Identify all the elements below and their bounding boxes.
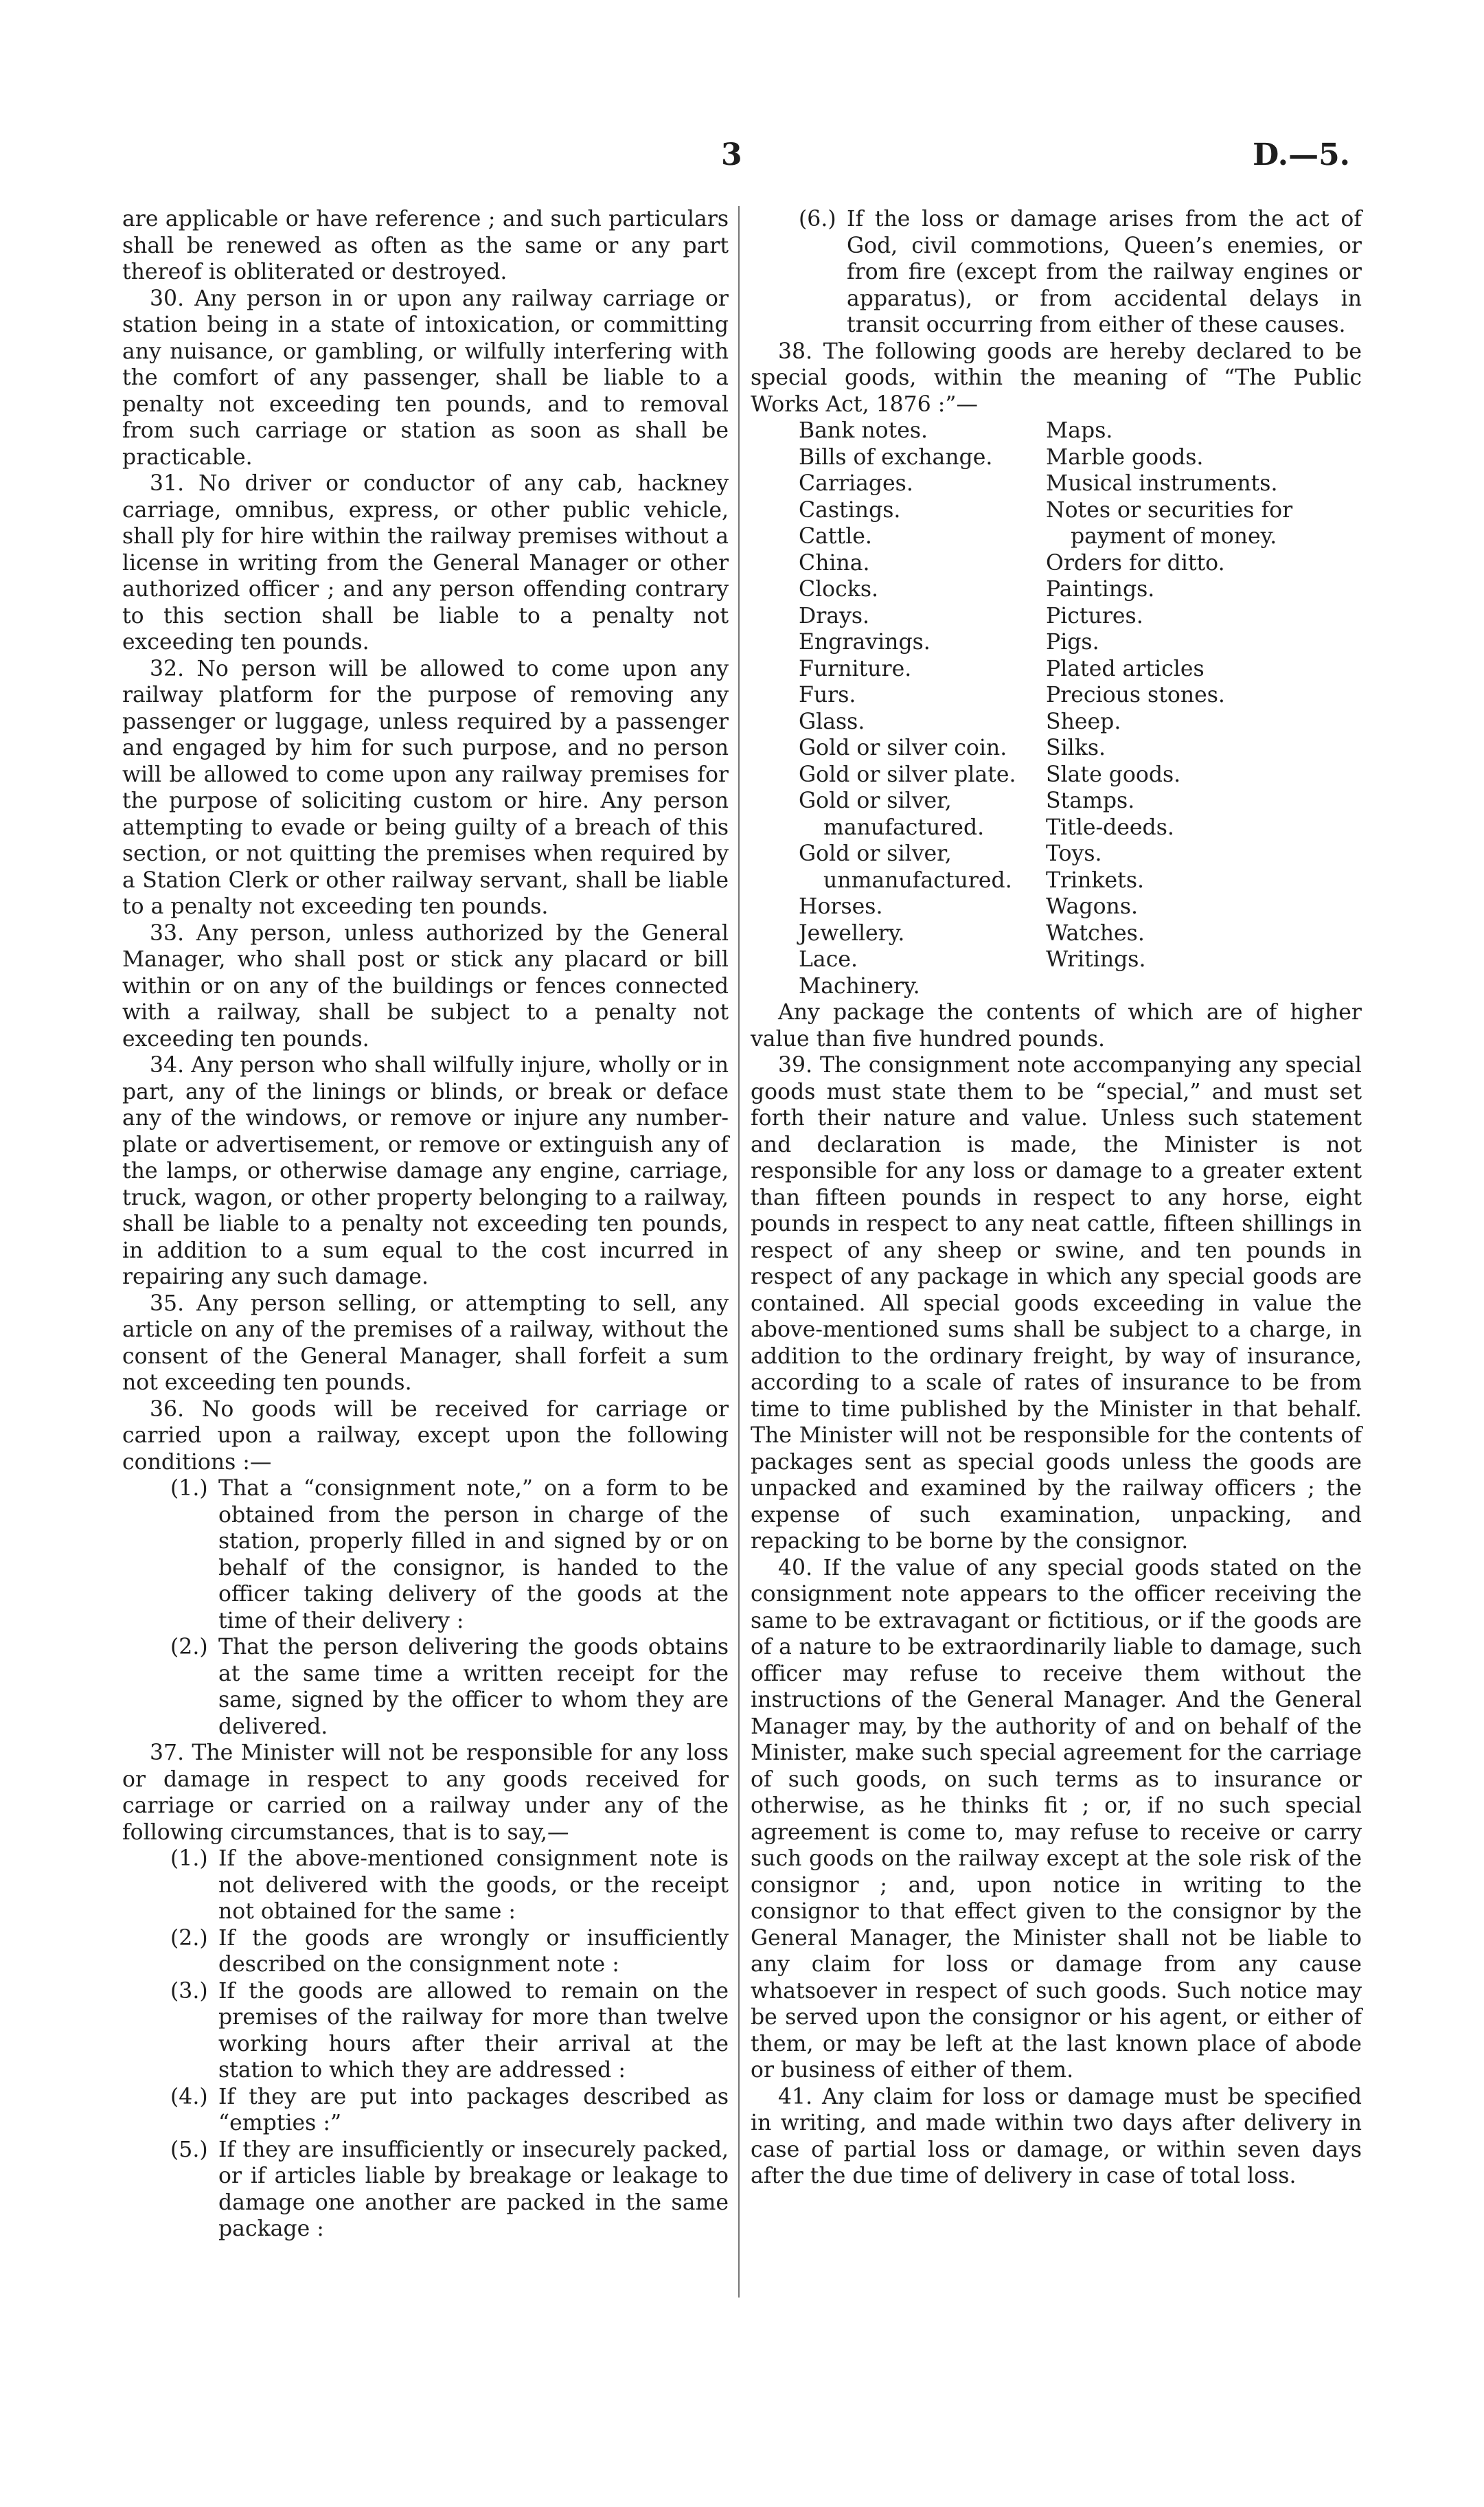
goods-entry: Gold or silver coin. <box>799 736 1007 760</box>
goods-entry: Gold or silver, manufactured. <box>799 789 985 840</box>
section-37-item <box>170 1846 729 1925</box>
item-text: If the loss or damage arises from the act of God, civil commotions, Queen’s enemies, or from fire (except from the railway engines or apparatus), or from accidental delays in transit occurring from either of these causes. <box>847 207 1362 337</box>
item-number: (2.) <box>170 1635 208 1659</box>
right-column <box>751 206 1362 2190</box>
section-36: 36. No goods will be received for carriage or carried upon a railway, except upon the following conditions :— <box>122 1396 729 1475</box>
goods-entry: Carriages. <box>799 471 913 496</box>
goods-entry: Pictures. <box>1046 603 1143 628</box>
item-text: That the person delivering the goods obtains at the same time a written receipt for the same, signed by the officer to whom they are delivered. <box>218 1635 729 1739</box>
goods-entry: Title-deeds. <box>1046 815 1174 840</box>
item-number: (3.) <box>170 1978 208 2004</box>
special-goods-left <box>799 418 1046 999</box>
goods-entry: Furniture. <box>799 656 912 681</box>
goods-entry: Horses. <box>799 894 883 919</box>
goods-entry: Sheep. <box>1046 709 1121 734</box>
goods-entry: Watches. <box>1046 920 1145 946</box>
special-goods-right <box>1046 418 1362 999</box>
goods-entry: Writings. <box>1046 947 1146 972</box>
section-37: 37. The Minister will not be responsible for any loss or damage in respect to any goods received for carriage or carried on a railway under any of the following circumstances, that is to say,— <box>122 1740 729 1845</box>
goods-entry: Toys. <box>1046 841 1102 866</box>
goods-entry: Silks. <box>1046 736 1106 760</box>
section-36-item <box>170 1634 729 1740</box>
section-37-item <box>170 2084 729 2137</box>
goods-entry: Slate goods. <box>1046 762 1181 787</box>
page-number: 3 <box>721 137 742 172</box>
section-37-item <box>170 2137 729 2243</box>
goods-entry: Pigs. <box>1046 630 1099 655</box>
goods-entry: Furs. <box>799 683 856 707</box>
section-36-item <box>170 1475 729 1634</box>
special-goods-list <box>799 418 1362 999</box>
section-30: 30. Any person in or upon any railway carriage or station being in a state of intoxication, or committing any nuisance, or gambling, or wilfully interfering with the comfort of any passenger, shall be liable to a penalty not exceeding ten pounds, and to removal from such carriage or station as soon as shall be practicable. <box>122 286 729 470</box>
section-41: 41. Any claim for loss or damage must be specified in writing, and made within two days after delivery in case of partial loss or damage, or within seven days after the due time of delivery in case of total loss. <box>751 2084 1362 2188</box>
section-37-item <box>170 1925 729 1978</box>
section-40: 40. If the value of any special goods stated on the consignment note appears to the officer receiving the same to be extravagant or fictitious, or if the goods are of a nature to be extraordinarily liable to damage, such officer may refuse to receive them without the instructions of the General Manager. And the General Manager may, by the authority of and on behalf of the Minister, make such special agreement for the carriage of such goods, on such terms as to insurance or otherwise, as he thinks fit ; or, if no such special agreement is come to, may refuse to receive or carry such goods on the railway except at the sole risk of the consignor ; and, upon notice in writing to the consignor to that effect given to the consignor by the General Manager, the Minister shall not be liable to any claim for loss or damage from any cause whatsoever in respect of such goods. Such notice may be served upon the consignor or his agent, or either of them, or may be left at the last known place of abode or business of either of them. <box>751 1555 1362 2083</box>
item-text: If the goods are allowed to remain on the premises of the railway for more than twelve working hours after their arrival at the station to which they are addressed : <box>218 1978 729 2083</box>
goods-entry: Lace. <box>799 947 858 972</box>
goods-entry: Bills of exchange. <box>799 444 993 470</box>
goods-entry: Stamps. <box>1046 789 1135 813</box>
continued-paragraph: are applicable or have reference ; and such particulars shall be renewed as often as the same or any part thereof is obliterated or destroyed. <box>122 207 729 284</box>
goods-entry: China. <box>799 550 870 576</box>
goods-entry: Clocks. <box>799 577 879 602</box>
goods-entry: Musical instruments. <box>1046 471 1278 496</box>
section-31: 31. No driver or conductor of any cab, hackney carriage, omnibus, express, or other public vehicle, shall ply for hire within the railway premises without a license in writing from the General Manager or other authorized officer ; and any person offending contrary to this section shall be liable to a penalty not exceeding ten pounds. <box>122 471 729 655</box>
section-32: 32. No person will be allowed to come upon any railway platform for the purpose of removing any passenger or luggage, unless required by a passenger and engaged by him for such purpose, and no person will be allowed to come upon any railway premises for the purpose of soliciting custom or hire. Any person attempting to evade or being guilty of a breach of this section, or not quitting the premises when required by a Station Clerk or other railway servant, shall be liable to a penalty not exceeding ten pounds. <box>122 656 729 919</box>
goods-entry: Trinkets. <box>1046 867 1144 893</box>
item-number: (5.) <box>170 2137 208 2162</box>
goods-entry: Drays. <box>799 603 870 628</box>
section-35: 35. Any person selling, or attempting to sell, any article on any of the premises of a railway, without the consent of the General Manager, shall forfeit a sum not exceeding ten pounds. <box>122 1291 729 1395</box>
document-reference: D.—5. <box>1253 137 1350 172</box>
left-column <box>122 206 729 2243</box>
page-header <box>0 137 1484 179</box>
goods-entry: Wagons. <box>1046 894 1139 919</box>
section-37-item <box>170 1978 729 2084</box>
goods-entry: Cattle. <box>799 524 872 549</box>
section-38: 38. The following goods are hereby declared to be special goods, within the meaning of “The Public Works Act, 1876 :”— <box>751 339 1362 417</box>
goods-entry: Orders for ditto. <box>1046 550 1225 576</box>
goods-entry: Gold or silver plate. <box>799 762 1016 787</box>
goods-entry: Notes or securities for payment of money. <box>1046 497 1293 549</box>
goods-entry: Marble goods. <box>1046 444 1204 470</box>
goods-entry: Paintings. <box>1046 577 1155 602</box>
item-number: (2.) <box>170 1925 208 1951</box>
column-divider <box>738 206 740 2298</box>
section-37-item <box>799 206 1362 339</box>
item-text: If they are put into packages described as “empties :” <box>218 2084 729 2135</box>
section-39: 39. The consignment note accompanying any special goods must state them to be “special,” and must set forth their nature and value. Unless such statement and declaration is made, the Minister is not responsible for any loss or damage to a greater extent than fifteen pounds in respect to any horse, eight pounds in respect to any neat cattle, fifteen shillings in respect of any sheep or swine, and ten pounds in respect of any package in which any special goods are contained. All special goods exceeding in value the above-mentioned sums shall be subject to a charge, in addition to the ordinary freight, by way of insurance, according to a scale of rates of insurance to be from time to time published by the Minister in that behalf. The Minister will not be responsible for the contents of packages sent as special goods unless the goods are unpacked and examined by the railway officers ; the expense of such examination, unpacking, and repacking to be borne by the consignor. <box>751 1053 1362 1554</box>
goods-entry: Machinery. <box>799 973 920 999</box>
item-text: If the above-mentioned consignment note is not delivered with the goods, or the receipt not obtained for the same : <box>218 1846 729 1924</box>
item-text: If they are insufficiently or insecurely packed, or if articles liable by breakage or leakage to damage one another are packed in the same package : <box>218 2137 729 2241</box>
section-33: 33. Any person, unless authorized by the General Manager, who shall post or stick any placard or bill within or on any of the buildings or fences connected with a railway, shall be subject to a penalty not exceeding ten pounds. <box>122 920 729 1052</box>
item-number: (1.) <box>170 1846 208 1871</box>
item-text: If the goods are wrongly or insufficiently described on the consignment note : <box>218 1925 729 1977</box>
section-34: 34. Any person who shall wilfully injure, wholly or in part, any of the linings or blinds, or break or deface any of the windows, or remove or injure any number-plate or advertisement, or remove or extinguish any of the lamps, or otherwise damage any engine, carriage, truck, wagon, or other property belonging to a railway, shall be liable to a penalty not exceeding ten pounds, in addition to a sum equal to the cost incurred in repairing any such damage. <box>122 1053 729 1289</box>
goods-entry: Maps. <box>1046 418 1113 443</box>
item-number: (1.) <box>170 1476 208 1501</box>
section-38-tail: Any package the contents of which are of higher value than five hundred pounds. <box>751 1000 1362 1052</box>
item-number: (6.) <box>799 207 836 231</box>
goods-entry: Gold or silver, unmanufactured. <box>799 841 1012 893</box>
goods-entry: Jewellery. <box>799 920 905 946</box>
goods-entry: Bank notes. <box>799 418 928 443</box>
goods-entry: Engravings. <box>799 630 931 655</box>
goods-entry: Castings. <box>799 497 901 523</box>
item-text: That a “consignment note,” on a form to be obtained from the person in charge of the station, properly filled in and signed by or on behalf of the consignor, is handed to the officer taking delivery of the goods at the time of their delivery : <box>218 1476 729 1633</box>
goods-entry: Precious stones. <box>1046 683 1225 707</box>
goods-entry: Glass. <box>799 709 865 734</box>
goods-entry: Plated articles <box>1046 656 1205 681</box>
item-number: (4.) <box>170 2084 208 2109</box>
